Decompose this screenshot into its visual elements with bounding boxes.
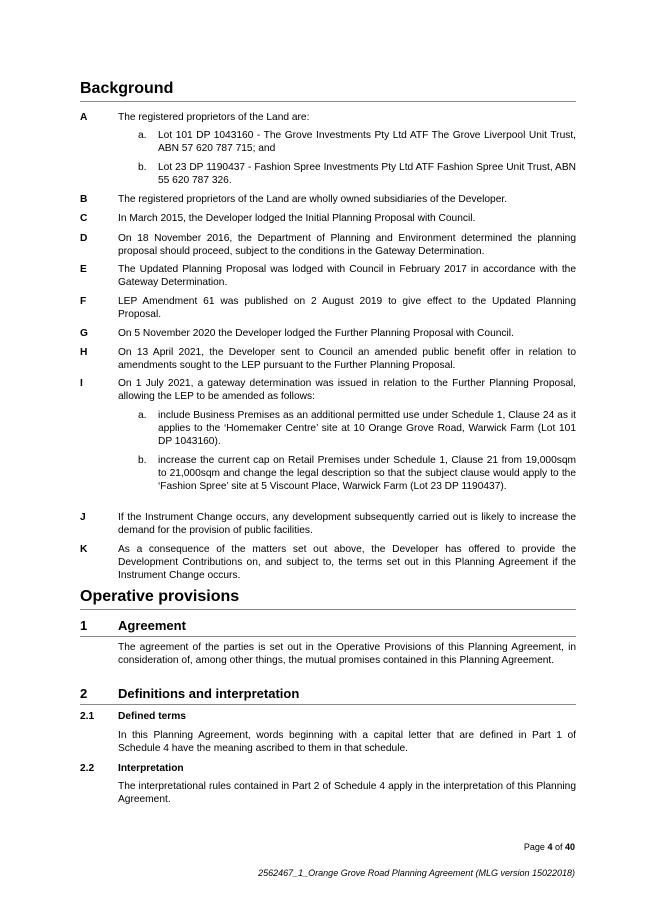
- section-number: 2: [80, 686, 88, 701]
- recital-label: B: [80, 194, 88, 205]
- recital-label: J: [80, 512, 86, 523]
- recital-i-sub-a: [118, 410, 576, 448]
- recital-text: In March 2015, the Developer lodged the Initial Planning Proposal with Council.: [118, 213, 476, 224]
- recital-label: H: [80, 347, 88, 358]
- clause-number: 2.2: [80, 763, 95, 774]
- clause-title: Interpretation: [118, 763, 184, 774]
- recital-label: K: [80, 544, 88, 555]
- recital-label: D: [80, 233, 88, 244]
- clause-number: 2.1: [80, 711, 95, 722]
- recital-c: [80, 213, 576, 226]
- page-number: [524, 842, 575, 852]
- recital-k: [80, 544, 576, 582]
- clause-2-1-text: In this Planning Agreement, words beginning with a capital letter that are defined in Part 1 of Schedule 4 have the meaning ascribed to them in that schedule.: [118, 730, 576, 754]
- recital-label: G: [80, 328, 88, 339]
- recital-h: [80, 347, 576, 373]
- section-title: Agreement: [118, 618, 186, 633]
- recital-label: A: [80, 112, 88, 123]
- recital-text: On 18 November 2016, the Department of Planning and Environment determined the planning proposal should proceed, subject to the conditions in the Gateway Determination.: [118, 233, 576, 257]
- section-title: Definitions and interpretation: [118, 686, 300, 701]
- recital-j: [80, 512, 576, 538]
- page-prefix: Page: [523, 842, 548, 852]
- section-1-text: The agreement of the parties is set out in the Operative Provisions of this Planning Agreement, in consideration of, among other things, the mutual promises contained in this Planning Agreement.: [118, 642, 576, 666]
- recital-text: The registered proprietors of the Land are wholly owned subsidiaries of the Developer.: [118, 194, 508, 205]
- recital-e: [80, 264, 576, 290]
- operative-provisions-heading: Operative provisions: [80, 587, 576, 610]
- recital-d: [80, 233, 576, 259]
- sub-text: include Business Premises as an additional permitted use under Schedule 1, Clause 24 as it applies to the ‘Homemaker Centre’ site at 10 Orange Grove Road, Warwick Farm (Lot 101 DP 1043160).: [158, 410, 576, 447]
- recital-i-sub-b: [118, 455, 576, 493]
- recital-text: If the Instrument Change occurs, any development subsequently carried out is likely to increase the demand for the provision of public facilities.: [118, 512, 576, 536]
- recital-g: [80, 328, 576, 341]
- sub-text: increase the current cap on Retail Premises under Schedule 1, Clause 21 from 19,000sqm to 21,000sqm and change the legal description so that the subject clause would apply to the ‘Fashion Spree’ site at 5 Viscount Place, Warwick Farm (Lot 23 DP 1190437).: [158, 455, 576, 492]
- recital-text: The registered proprietors of the Land are:: [118, 112, 310, 123]
- sub-label: b.: [138, 455, 147, 466]
- recital-a-sub-a: [118, 130, 576, 156]
- document-reference: 2562467_1_Orange Grove Road Planning Agreement (MLG version 15022018): [258, 868, 575, 878]
- recital-i: [80, 378, 576, 404]
- recital-label: F: [80, 296, 87, 307]
- recital-text: On 1 July 2021, a gateway determination was issued in relation to the Further Planning Proposal, allowing the LEP to be amended as follows:: [118, 378, 576, 402]
- recital-text: As a consequence of the matters set out above, the Developer has offered to provide the Development Contributions on, and subject to, the terms set out in this Planning Agreement if the Instrument Change occurs.: [118, 544, 576, 581]
- recital-text: The Updated Planning Proposal was lodged with Council in February 2017 in accordance with the Gateway Determination.: [118, 264, 576, 288]
- recital-label: C: [80, 213, 88, 224]
- recital-text: LEP Amendment 61 was published on 2 August 2019 to give effect to the Updated Planning Proposal.: [118, 296, 576, 320]
- clause-2-2-heading: [80, 762, 576, 775]
- clause-title: Defined terms: [118, 711, 186, 722]
- recital-f: [80, 296, 576, 322]
- recital-label: E: [80, 264, 87, 275]
- section-2-heading: [80, 686, 576, 705]
- background-heading: Background: [80, 79, 576, 102]
- sub-label: b.: [138, 162, 147, 173]
- section-1-heading: [80, 618, 576, 637]
- section-number: 1: [80, 618, 88, 633]
- recital-label: I: [80, 378, 83, 389]
- page-current: 4: [547, 842, 553, 852]
- sub-label: a.: [138, 130, 147, 141]
- recital-text: On 13 April 2021, the Developer sent to Council an amended public benefit offer in relation to amendments sought to the LEP pursuant to the Further Planning Proposal.: [118, 347, 576, 371]
- sub-text: Lot 101 DP 1043160 - The Grove Investments Pty Ltd ATF The Grove Liverpool Unit Trust, ABN 57 620 787 715; and: [158, 130, 576, 154]
- recital-a-sub-b: [118, 162, 576, 188]
- page-total: 40: [564, 842, 575, 852]
- recital-a: [80, 112, 576, 125]
- clause-2-2-text: The interpretational rules contained in Part 2 of Schedule 4 apply in the interpretation of this Planning Agreement.: [118, 781, 576, 805]
- sub-text: Lot 23 DP 1190437 - Fashion Spree Investments Pty Ltd ATF Fashion Spree Unit Trust, ABN 55 620 787 326.: [158, 162, 576, 186]
- recital-text: On 5 November 2020 the Developer lodged the Further Planning Proposal with Council.: [118, 328, 514, 339]
- page-mid: of: [552, 842, 565, 852]
- clause-2-1-heading: [80, 710, 576, 723]
- recital-b: [80, 194, 576, 207]
- sub-label: a.: [138, 410, 147, 421]
